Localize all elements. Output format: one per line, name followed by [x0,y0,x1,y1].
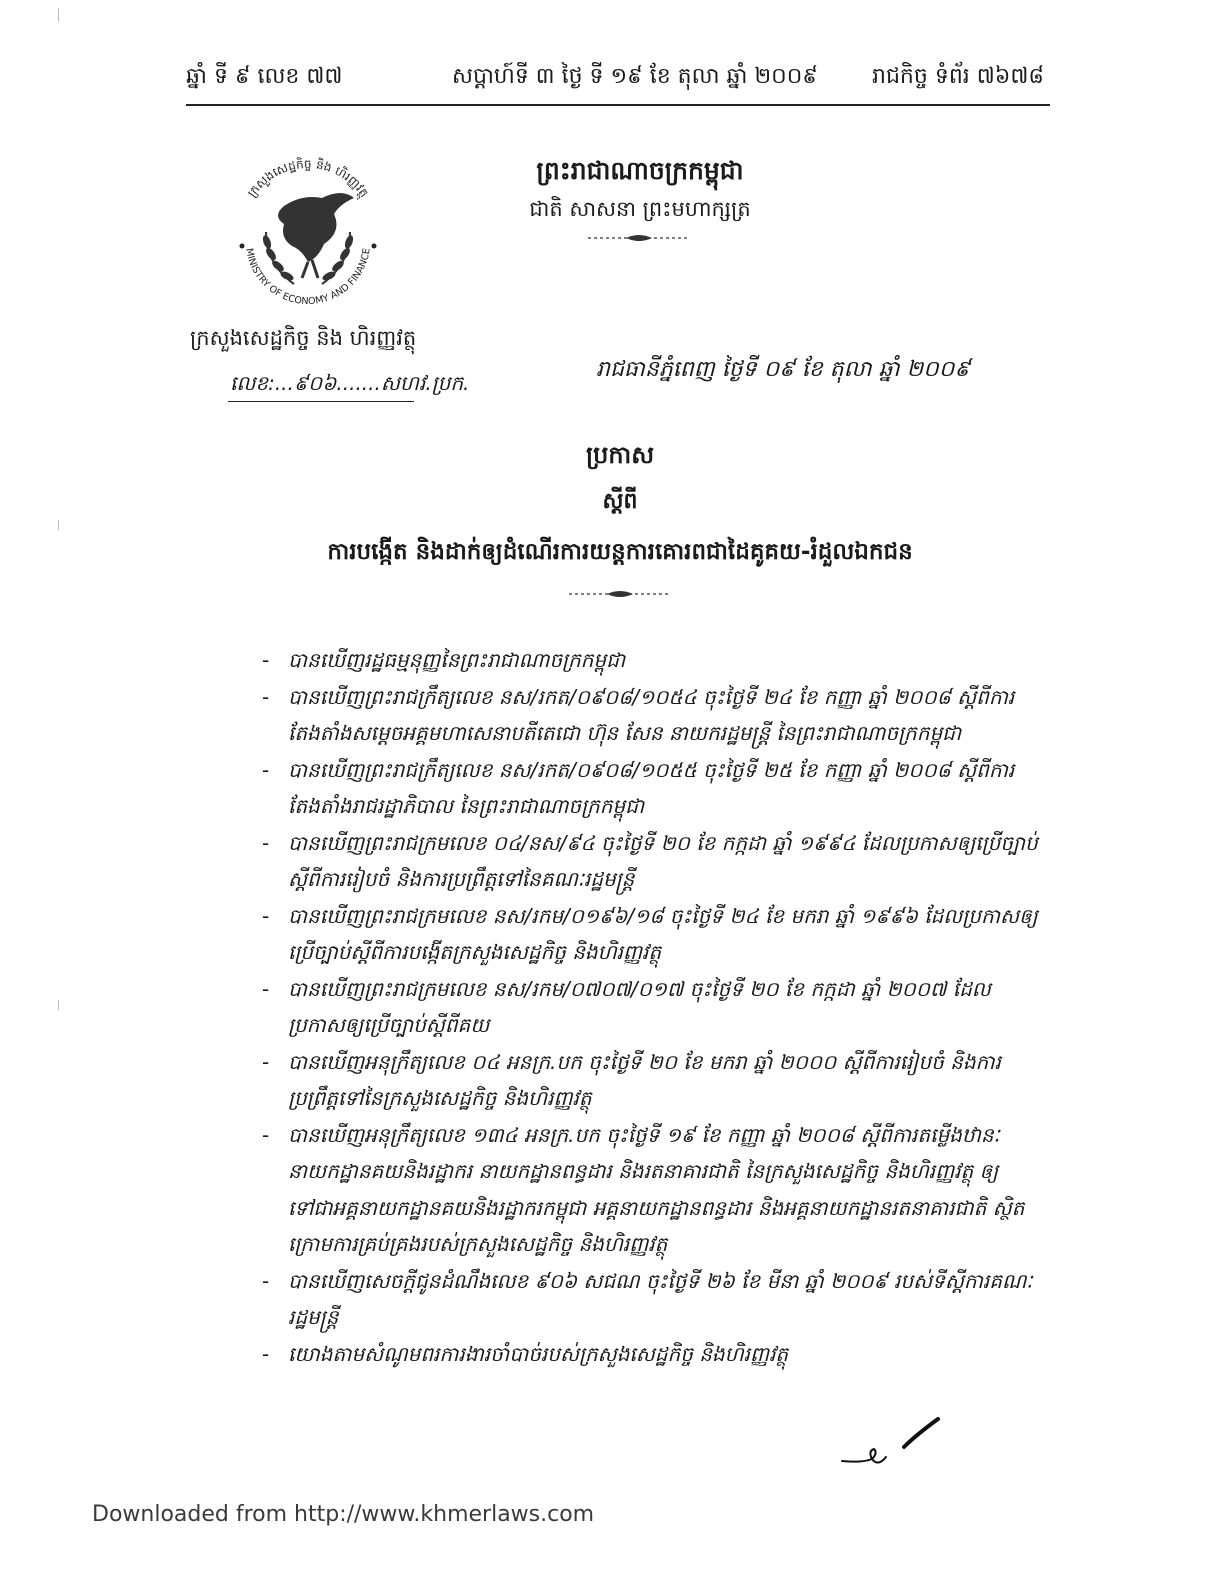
list-item: - យោងតាមសំណូមពរការងារចាំបាច់របស់ក្រសួងសេដ្ឋកិច្ច និងហិរញ្ញវត្ថុ [262,1336,1042,1373]
document-subject: ការបង្កើត និងដាក់ឲ្យដំណើរការយន្តការគោរពជាដៃគូគយ-រំដួលឯកជន [327,539,913,565]
svg-text:ក្រសួងសេដ្ឋកិច្ច និង ហិរញ្ញវត្ [245,156,372,201]
list-item: - បានឃើញព្រះរាជក្រឹត្យលេខ នស/រកត/០៩០៨/១០៥៥ ចុះថ្ងៃទី ២៥ ខែ កញ្ញា ឆ្នាំ ២០០៨ ស្តីពីការតែងតាំងរាជរដ្ឋាភិបាល នៃព្រះរាជាណាចក្រកម្ពុជា [262,752,1042,825]
considerations-list [262,642,1042,1372]
dash-bullet: - [262,903,270,928]
scan-mark [58,1000,59,1010]
list-item: - បានឃើញអនុក្រឹត្យលេខ ០៤ អនក្រ.បក ចុះថ្ងៃទី ២០ ខែ មករា ឆ្នាំ ២០០០ ស្តីពីការរៀបចំ និងការប្រព្រឹត្តទៅនៃក្រសួងសេដ្ឋកិច្ច និងហិរញ្ញវត្ថុ [262,1044,1042,1117]
list-item: - បានឃើញអនុក្រឹត្យលេខ ១៣៤ អនក្រ.បក ចុះថ្ងៃទី ១៩ ខែ កញ្ញា ឆ្នាំ ២០០៨ ស្តីពីការតម្លើងឋានៈនាយកដ្ឋានគយនិងរដ្ឋាករ នាយកដ្ឋានពន្ធដារ និងរតនាគារជាតិ នៃក្រសួងសេដ្ឋកិច្ច និងហិរញ្ញវត្ថុ ឲ្យទៅជាអគ្គនាយកដ្ឋានគយនិងរដ្ឋាករកម្ពុជា អគ្គនាយកដ្ឋានពន្ធដារ និងអគ្គនាយកដ្ឋានរតនាគារជាតិ ស្ថិតក្រោមការគ្រប់គ្រងរបស់ក្រសួងសេដ្ឋកិច្ច និងហិរញ្ញវត្ថុ [262,1117,1042,1263]
reference-number: លេខ:...៩០៦.......សហវ.ប្រក. [230,371,470,395]
ministry-name: ក្រសួងសេដ្ឋកិច្ច និង ហិរញ្ញវត្ថុ [190,326,417,350]
dash-bullet: - [262,757,270,782]
dash-bullet: - [262,1341,270,1366]
list-item: - បានឃើញព្រះរាជក្រមលេខ នស/រកម/០១៩៦/១៨ ចុះថ្ងៃទី ២៤ ខែ មករា ឆ្នាំ ១៩៩៦ ដែលប្រកាសឲ្យប្រើច្បាប់ស្តីពីការបង្កើតក្រសួងសេដ្ឋកិច្ច និងហិរញ្ញវត្ថុ [262,898,1042,971]
gazette-page: រាជកិច្ច ទំព័រ ៧៦៧៨ [872,64,1045,89]
list-item: - បានឃើញព្រះរាជក្រមលេខ ០៤/នស/៩៤ ចុះថ្ងៃទី ២០ ខែ កក្កដា ឆ្នាំ ១៩៩៤ ដែលប្រកាសឲ្យប្រើច្បាប់ស្តីពីការរៀបចំ និងការប្រព្រឹត្តទៅនៃគណៈរដ្ឋមន្ត្រី [262,825,1042,898]
reference-underline [228,401,414,402]
date-line: រាជធានីភ្នំពេញ ថ្ងៃទី ០៩ ខែ តុលា ឆ្នាំ ២០០៩ [596,357,970,382]
ornament-divider [565,588,675,600]
ornament-divider [584,232,694,244]
dash-bullet: - [262,648,270,672]
gazette-issue: ឆ្នាំ ទី ៩ លេខ ៧៧ [186,64,343,89]
kingdom-title: ព្រះរាជាណាចក្រកម្ពុជា [536,156,744,185]
dash-bullet: - [262,830,270,855]
download-source: Downloaded from http://www.khmerlaws.com [92,1502,595,1527]
dash-bullet: - [262,1049,270,1074]
initials-signature [838,1413,948,1473]
seal-text-kh: ក្រសួងសេដ្ឋកិច្ច និង ហិរញ្ញវត្ថុ [244,156,372,200]
list-item: - បានឃើញរដ្ឋធម្មនុញ្ញនៃព្រះរាជាណាចក្រកម្ពុជា [262,642,1042,679]
dash-bullet: - [262,684,270,709]
document-type: ប្រកាស [585,441,655,469]
scan-mark [58,520,59,530]
ministry-seal-logo [222,146,394,318]
dash-bullet: - [262,1268,270,1293]
about-label: ស្តីពី [602,489,638,514]
dash-bullet: - [262,976,270,1001]
list-item: - បានឃើញសេចក្តីជូនដំណឹងលេខ ៩០៦ សជណ ចុះថ្ងៃទី ២៦ ខែ មីនា ឆ្នាំ ២០០៩ របស់ទីស្តីការគណៈរដ្ឋមន្ត្រី [262,1263,1042,1336]
header-rule [186,104,1050,106]
list-item: - បានឃើញព្រះរាជក្រមលេខ នស/រកម/០៧០៧/០១៧ ចុះថ្ងៃទី ២០ ខែ កក្កដា ឆ្នាំ ២០០៧ ដែលប្រកាសឲ្យប្រើច្បាប់ស្តីពីគយ [262,971,1042,1044]
dash-bullet: - [262,1122,270,1147]
scan-mark [58,8,59,22]
seal-text-en: MINISTRY OF ECONOMY AND FINANCE [243,247,373,308]
national-motto: ជាតិ សាសនា ព្រះមហាក្សត្រ [529,197,751,221]
gazette-week-date: សប្តាហ៍ទី ៣ ថ្ងៃ ទី ១៩ ខែ តុលា ឆ្នាំ ២០០៩ [452,64,818,89]
list-item: - បានឃើញព្រះរាជក្រឹត្យលេខ នស/រកត/០៩០៨/១០៥៤ ចុះថ្ងៃទី ២៤ ខែ កញ្ញា ឆ្នាំ ២០០៨ ស្តីពីការតែងតាំងសម្តេចអគ្គមហាសេនាបតីតេជោ ហ៊ុន សែន នាយករដ្ឋមន្ត្រី នៃព្រះរាជាណាចក្រកម្ពុជា [262,679,1042,752]
